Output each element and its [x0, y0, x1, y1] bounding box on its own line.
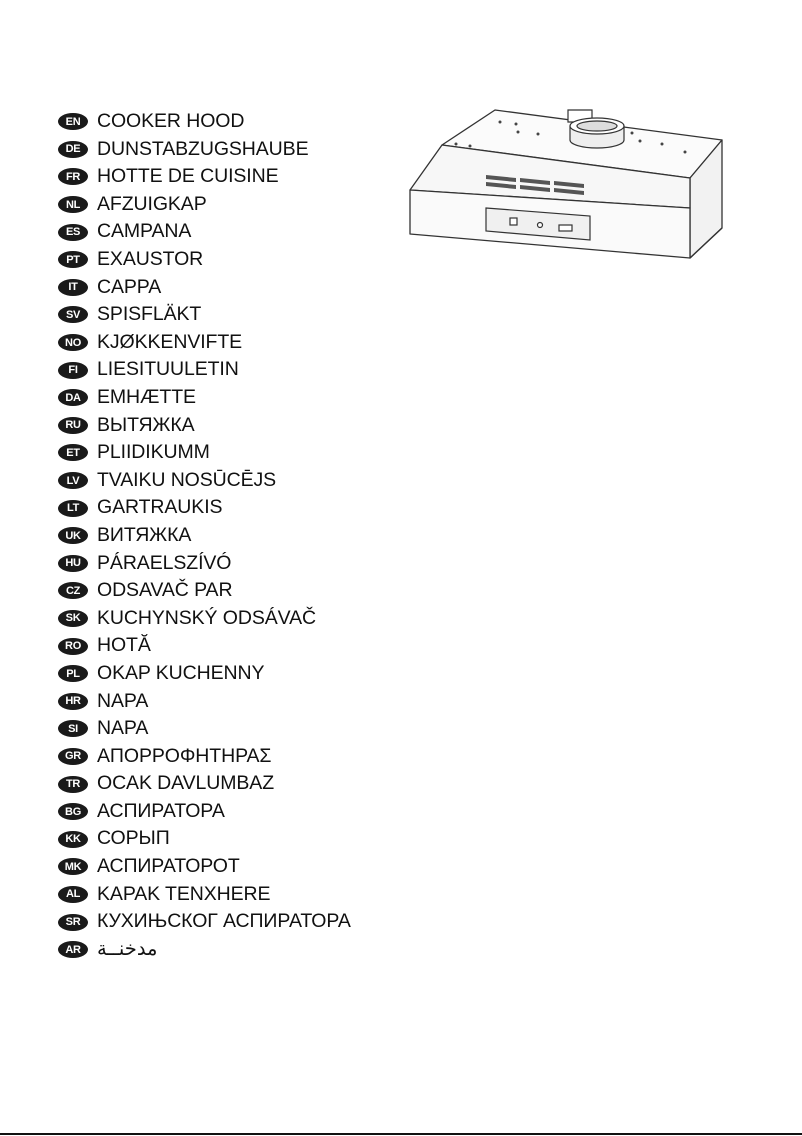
language-label-fi: LIESITUULETIN: [97, 358, 239, 381]
language-badge-sv: SV: [58, 306, 88, 323]
language-label-sk: KUCHYNSKÝ ODSÁVAČ: [97, 606, 316, 629]
language-badge-sr: SR: [58, 914, 88, 931]
language-badge-fi: FI: [58, 362, 88, 379]
language-row-es: [58, 218, 351, 246]
language-label-lt: GARTRAUKIS: [97, 496, 223, 519]
language-label-al: KAPAK TENXHERE: [97, 882, 271, 905]
language-badge-al: AL: [58, 886, 88, 903]
language-badge-cz: CZ: [58, 582, 88, 599]
language-row-tr: [58, 770, 351, 798]
language-label-tr: OCAK DAVLUMBAZ: [97, 772, 275, 795]
language-label-ro: HOTĂ: [97, 634, 151, 657]
language-badge-sk: SK: [58, 610, 88, 627]
language-row-pl: [58, 660, 351, 688]
language-badge-kk: KK: [58, 831, 88, 848]
language-badge-pl: PL: [58, 665, 88, 682]
language-label-es: CAMPANA: [97, 220, 192, 243]
language-row-si: [58, 715, 351, 743]
language-label-nl: AFZUIGKAP: [97, 192, 207, 215]
language-row-kk: [58, 825, 351, 853]
language-badge-hu: HU: [58, 555, 88, 572]
language-label-sv: SPISFLÄKT: [97, 303, 202, 326]
language-row-al: [58, 881, 351, 909]
language-row-sk: [58, 605, 351, 633]
air-outlet: [570, 118, 624, 148]
language-row-lt: [58, 494, 351, 522]
language-label-si: NAPA: [97, 717, 149, 740]
language-label-bg: АСПИРАТОРА: [97, 799, 225, 822]
cooker-hood-illustration: [400, 100, 730, 260]
language-badge-es: ES: [58, 224, 88, 241]
language-badge-fr: FR: [58, 168, 88, 185]
language-badge-lv: LV: [58, 472, 88, 489]
language-row-da: [58, 384, 351, 412]
language-badge-si: SI: [58, 720, 88, 737]
language-row-ar: [58, 936, 351, 964]
language-badge-lt: LT: [58, 500, 88, 517]
language-row-ro: [58, 632, 351, 660]
language-row-it: [58, 274, 351, 302]
language-badge-pt: PT: [58, 251, 88, 268]
language-label-et: PLIIDIKUMM: [97, 441, 210, 464]
language-badge-hr: HR: [58, 693, 88, 710]
language-row-gr: [58, 743, 351, 771]
language-badge-ru: RU: [58, 417, 88, 434]
language-row-nl: [58, 191, 351, 219]
language-badge-uk: UK: [58, 527, 88, 544]
language-badge-mk: MK: [58, 858, 88, 875]
language-label-en: COOKER HOOD: [97, 110, 245, 133]
language-row-uk: [58, 522, 351, 550]
language-label-sr: КУХИЊСКОГ АСПИРАТОРА: [97, 910, 351, 933]
language-row-lv: [58, 467, 351, 495]
language-row-no: [58, 329, 351, 357]
language-badge-gr: GR: [58, 748, 88, 765]
language-row-de: [58, 136, 351, 164]
language-label-pl: OKAP KUCHENNY: [97, 661, 265, 684]
language-row-sr: [58, 908, 351, 936]
language-row-hr: [58, 687, 351, 715]
language-label-cz: ODSAVAČ PAR: [97, 579, 233, 602]
language-label-mk: АСПИРАТОРОТ: [97, 855, 240, 878]
language-badge-tr: TR: [58, 776, 88, 793]
language-label-pt: EXAUSTOR: [97, 248, 204, 271]
language-label-da: EMHÆTTE: [97, 385, 196, 408]
language-row-mk: [58, 853, 351, 881]
language-badge-ar: AR: [58, 941, 88, 958]
language-row-fr: [58, 163, 351, 191]
language-label-hr: NAPA: [97, 689, 149, 712]
language-label-kk: СОРЫП: [97, 827, 170, 850]
language-label-no: KJØKKENVIFTE: [97, 330, 243, 353]
language-label-lv: TVAIKU NOSŪCĒJS: [97, 468, 277, 491]
language-badge-no: NO: [58, 334, 88, 351]
language-row-hu: [58, 550, 351, 578]
language-badge-da: DA: [58, 389, 88, 406]
language-badge-bg: BG: [58, 803, 88, 820]
language-row-cz: [58, 577, 351, 605]
language-row-et: [58, 439, 351, 467]
language-label-ar: مدخنــة: [97, 937, 158, 960]
language-badge-it: IT: [58, 279, 88, 296]
language-badge-nl: NL: [58, 196, 88, 213]
language-badge-de: DE: [58, 141, 88, 158]
page-bottom-rule: [0, 1133, 802, 1135]
language-row-fi: [58, 356, 351, 384]
language-badge-et: ET: [58, 444, 88, 461]
language-label-fr: HOTTE DE CUISINE: [97, 165, 279, 188]
language-row-pt: [58, 246, 351, 274]
language-label-hu: PÁRAELSZÍVÓ: [97, 551, 232, 574]
language-list: [58, 108, 351, 963]
language-label-de: DUNSTABZUGSHAUBE: [97, 137, 309, 160]
language-label-it: CAPPA: [97, 275, 162, 298]
language-row-ru: [58, 412, 351, 440]
language-label-ru: ВЫТЯЖКА: [97, 413, 195, 436]
language-badge-en: EN: [58, 113, 88, 130]
language-label-uk: ВИТЯЖКА: [97, 523, 192, 546]
language-row-bg: [58, 798, 351, 826]
language-badge-ro: RO: [58, 638, 88, 655]
language-row-sv: [58, 301, 351, 329]
language-row-en: [58, 108, 351, 136]
language-label-gr: ΑΠΟΡΡΟΦΗΤΗΡΑΣ: [97, 744, 272, 767]
